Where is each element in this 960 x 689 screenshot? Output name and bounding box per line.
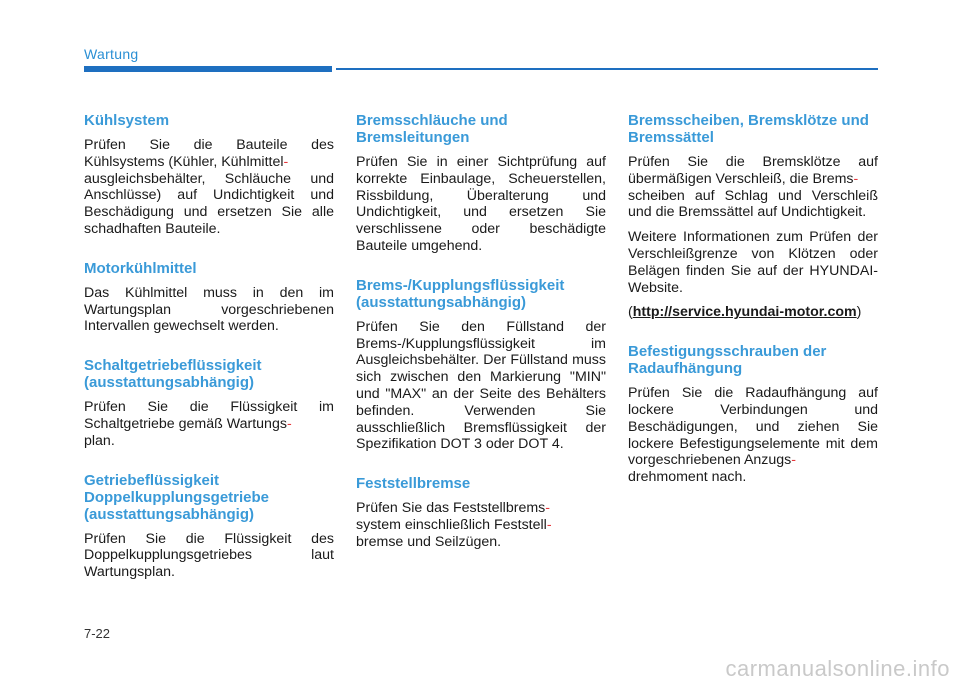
hyundai-service-link[interactable]: http://service.hyundai-motor.com: [632, 304, 857, 321]
hyphen: -: [545, 500, 550, 517]
page-number: 7-22: [84, 626, 111, 641]
block-bremsfluessigkeit: [356, 277, 606, 453]
text-run: Prüfen Sie das Feststellbrems: [356, 500, 546, 517]
block-bremsscheiben: [628, 112, 878, 321]
text-run: drehmoment nach.: [628, 469, 747, 486]
column-2: [356, 112, 606, 573]
heading-doppelkupplung: Getriebeflüssigkeit Doppelkupplungsgetriebe (ausstattungsabhängig): [84, 471, 270, 523]
block-doppelkupplung: [84, 472, 334, 581]
paragraph: [356, 500, 606, 550]
heading-schaltgetriebe: Schaltgetriebeflüssigkeit (ausstattungsabhängig): [84, 357, 262, 392]
paragraph: Weitere Informationen zum Prüfen der Verschleißgrenze von Klötzen oder Belägen finden Sie auf der HYUNDAI-Website.: [628, 229, 878, 296]
heading-bremsschlaeuche: Bremsschläuche und Bremsleitungen: [356, 112, 508, 146]
hyphen: -: [286, 415, 292, 432]
section-label: Wartung: [84, 46, 139, 62]
paragraph: [628, 154, 878, 221]
header-bar-thick: [84, 66, 332, 72]
paragraph: Das Kühlmittel muss in den im Wartungsplan vorgeschriebenen Intervallen gewechselt werden.: [84, 284, 334, 335]
block-kuehlsystem: [84, 112, 334, 238]
text-run: plan.: [84, 432, 115, 449]
heading-kuehlsystem: Kühlsystem: [84, 112, 170, 129]
hyphen: -: [283, 153, 289, 170]
block-motorkuehlmittel: [84, 260, 334, 335]
block-radaufhaengung: [628, 343, 878, 486]
text-run: ): [856, 304, 862, 321]
heading-feststellbremse: Feststellbremse: [356, 475, 471, 493]
paragraph: [628, 385, 878, 486]
text-run: Prüfen Sie die Bauteile des Kühlsystems (Kühler, Kühlmittel: [84, 137, 334, 170]
text-run: Prüfen Sie die Radaufhängung auf lockere Verbindungen und Beschädigungen, und ziehen Sie lockere Befestigungselemente mit dem vorgeschriebenen Anzugs: [628, 385, 878, 469]
heading-radaufhaengung: Befestigungsschrauben der Radaufhängung: [628, 343, 827, 378]
block-schaltgetriebe: [84, 357, 334, 449]
block-bremsschlaeuche: [356, 112, 606, 255]
watermark: carmanualsonline.info: [725, 656, 950, 681]
block-feststellbremse: [356, 475, 606, 550]
paragraph: Prüfen Sie die Flüssigkeit des Doppelkupplungsgetriebes laut Wartungsplan.: [84, 530, 334, 581]
paragraph: Prüfen Sie den Füllstand der Brems-/Kupplungsflüssigkeit im Ausgleichsbehälter. Der Füllstand muss sich zwischen den Markierung "MIN" und "MAX" an der Seite des Behälters befinden. Verwenden Sie ausschließlich Bremsflüssigkeit der Spezifikation DOT 3 oder DOT 4.: [356, 318, 606, 453]
header-bar-thin: [336, 68, 878, 70]
text-run: system einschließlich Feststell: [356, 516, 547, 533]
heading-bremsfluessigkeit: Brems-/Kupplungsflüssigkeit (ausstattungsabhängig): [356, 276, 565, 311]
text-run: ausgleichsbehälter, Schläuche und Anschlüsse) auf Undichtigkeit und Beschädigung und ersetzen Sie alle schadhaften Bauteile.: [84, 170, 334, 237]
hyphen: -: [791, 452, 797, 469]
hyphen: -: [853, 170, 859, 187]
hyphen: -: [546, 516, 552, 533]
column-3: [628, 112, 878, 508]
paragraph: Prüfen Sie in einer Sichtprüfung auf korrekte Einbaulage, Scheuerstellen, Rissbildung, Überalterung und Undichtigkeit, und ersetzen Sie verschlissene oder beschädigte Bauteile umgehend.: [356, 154, 606, 254]
heading-bremsscheiben: Bremsscheiben, Bremsklötze und Bremssättel: [628, 112, 869, 146]
text-run: bremse und Seilzügen.: [356, 533, 502, 550]
paragraph: [628, 304, 878, 321]
paragraph: [84, 137, 334, 238]
heading-motorkuehlmittel: Motorkühlmittel: [84, 259, 197, 277]
text-run: (: [628, 304, 633, 321]
paragraph: [84, 399, 334, 449]
text-run: Prüfen Sie die Flüssigkeit im Schaltgetriebe gemäß Wartungs: [84, 399, 334, 432]
text-run: Prüfen Sie die Bremsklötze auf übermäßigen Verschleiß, die Brems: [628, 154, 878, 187]
text-run: scheiben auf Schlag und Verschleiß und die Bremssättel auf Undichtigkeit.: [628, 187, 878, 221]
column-1: [84, 112, 334, 603]
